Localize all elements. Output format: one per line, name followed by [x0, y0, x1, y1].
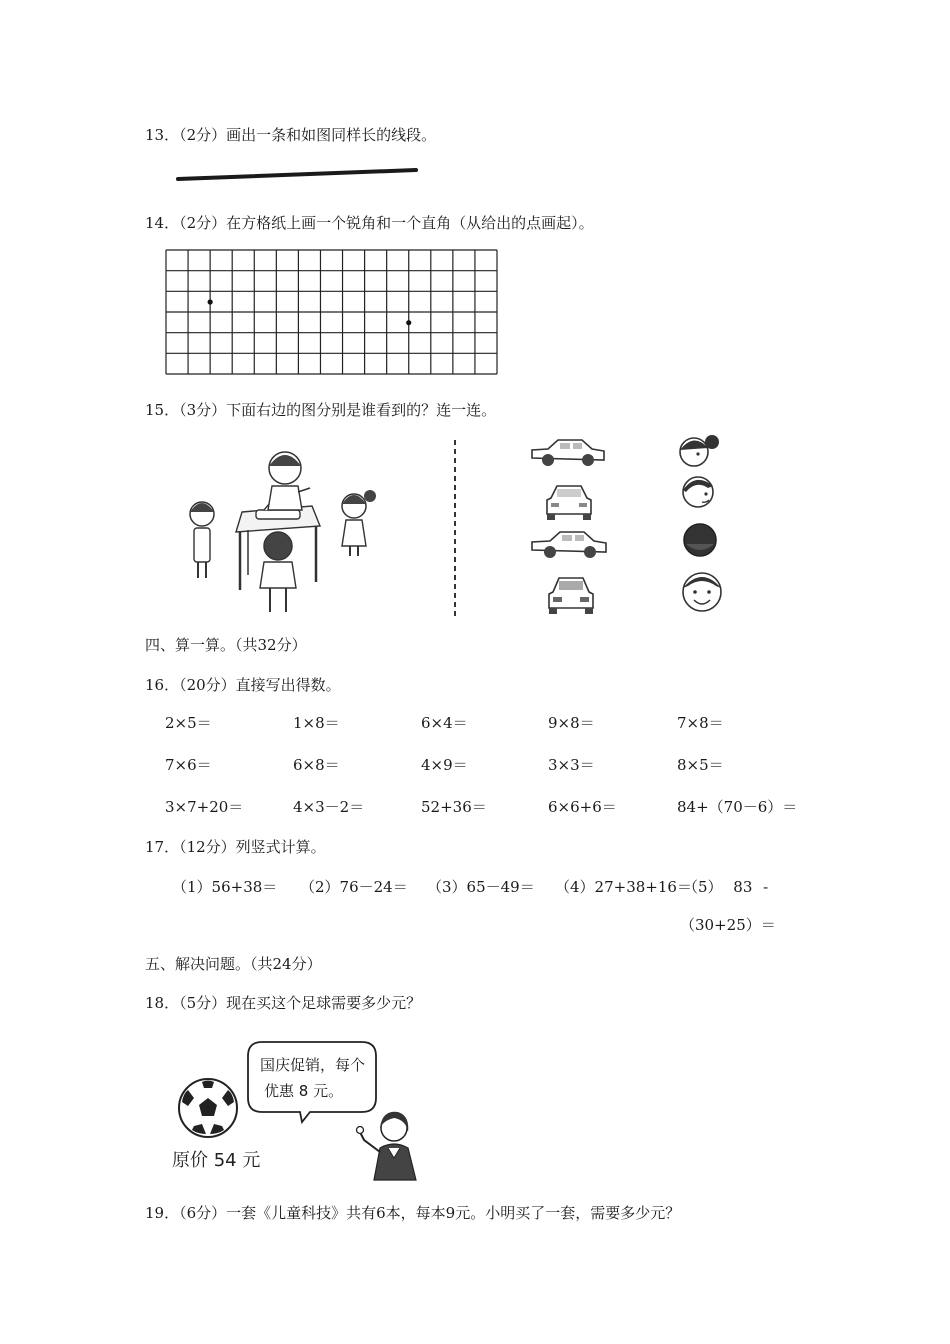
- q16-calc-item: 7×6＝: [165, 756, 212, 774]
- start-point-dot: [406, 320, 411, 325]
- q16-calc-item: 3×7+20＝: [165, 798, 244, 816]
- q17-continuation: （30+25）＝: [680, 916, 776, 934]
- bubble-text-line-1: 国庆促销，每个: [260, 1056, 366, 1074]
- reference-line-segment: [0, 0, 950, 200]
- divider-dashed-line: [450, 440, 460, 620]
- q16-calc-item: 7×8＝: [677, 714, 724, 732]
- car-side-view-1: [528, 436, 608, 470]
- q16-calc-item: 4×9＝: [421, 756, 468, 774]
- car-front-view-1: [543, 482, 595, 522]
- q17-item: （2）76－24＝: [300, 878, 408, 896]
- q16-calc-item: 2×5＝: [165, 714, 212, 732]
- q16-calc-item: 6×8＝: [293, 756, 340, 774]
- grid-paper: [165, 249, 498, 375]
- section-4-heading: 四、算一算。（共32分）: [145, 636, 307, 654]
- boy-front-face: [678, 568, 728, 614]
- q16-calc-item: 4×3－2＝: [293, 798, 365, 816]
- question-18: 18．（5分）现在买这个足球需要多少元？: [145, 994, 422, 1012]
- start-point-dot: [208, 299, 213, 304]
- question-15: 15．（3分）下面右边的图分别是谁看到的？连一连。: [145, 401, 497, 419]
- q17-item: （5） 83 -: [683, 878, 769, 896]
- q16-calc-item: 8×5＝: [677, 756, 724, 774]
- q16-calc-item: 84+（70－6）＝: [677, 798, 798, 816]
- section-5-heading: 五、解决问题。（共24分）: [145, 955, 322, 973]
- car-rear-view: [545, 574, 597, 616]
- saleswoman-illustration: [350, 1106, 436, 1182]
- q16-calc-item: 6×6+6＝: [548, 798, 617, 816]
- q16-calc-item: 52+36＝: [421, 798, 487, 816]
- q17-item: （4）27+38+16＝: [555, 878, 692, 896]
- boy-side-face: [678, 472, 722, 512]
- bubble-text-line-2: 优惠 8 元。: [264, 1082, 344, 1100]
- question-16: 16．（20分）直接写出得数。: [145, 676, 341, 694]
- question-14: 14．（2分）在方格纸上画一个锐角和一个直角（从给出的点画起）。: [145, 214, 594, 232]
- q17-item: （3）65－49＝: [427, 878, 535, 896]
- scene-illustration: [180, 430, 400, 620]
- car-side-view-2: [528, 528, 610, 562]
- q16-calc-item: 3×3＝: [548, 756, 595, 774]
- q16-calc-item: 1×8＝: [293, 714, 340, 732]
- q16-calc-item: 9×8＝: [548, 714, 595, 732]
- soccer-ball-icon: [176, 1076, 240, 1140]
- q16-calc-item: 6×4＝: [421, 714, 468, 732]
- ball-price-label: 原价 54 元: [172, 1150, 261, 1171]
- girl-face: [674, 430, 724, 470]
- question-19: 19．（6分）一套《儿童科技》共有6本，每本9元。小明买了一套，需要多少元？: [145, 1204, 681, 1222]
- boy-back-head: [680, 520, 724, 560]
- question-13: 13．（2分）画出一条和如图同样长的线段。: [145, 126, 437, 144]
- question-17: 17．（12分）列竖式计算。: [145, 838, 326, 856]
- q17-item: （1）56+38＝: [172, 878, 278, 896]
